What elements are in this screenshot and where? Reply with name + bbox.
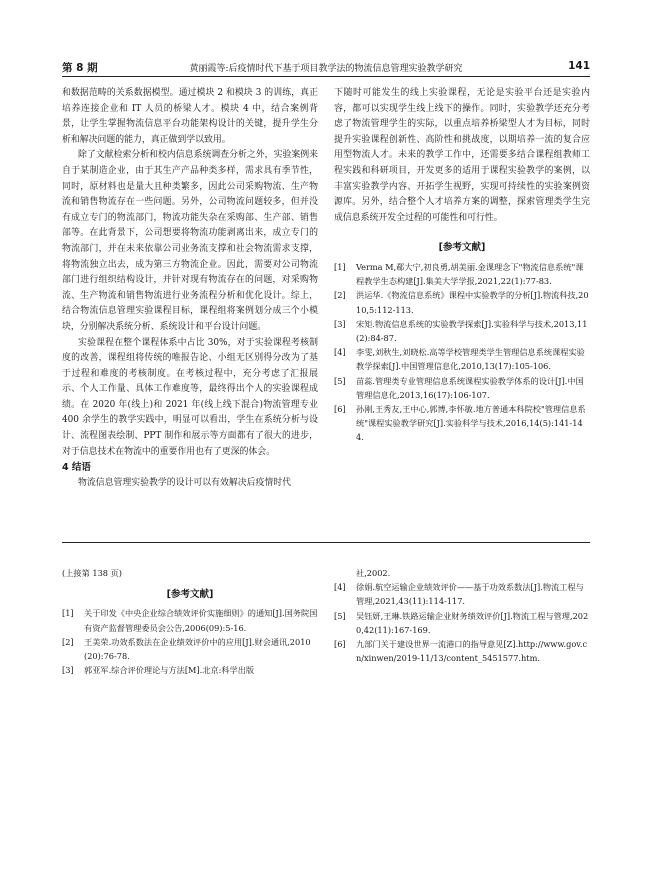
references-heading: [参考文献] bbox=[438, 242, 486, 254]
reference-item: [5] 苗蕊.管理类专业管理信息系统课程实验教学体系的设计[J].中国管理信息化,2013,16(17):106-107. bbox=[334, 375, 584, 400]
left-column bbox=[62, 86, 318, 491]
page-number: 141 bbox=[568, 60, 590, 72]
reference-item: [2] 王美荣.功效系数法在企业绩效评价中的应用[J].财会通讯,2010(20):76-78. bbox=[62, 636, 311, 662]
reference-list bbox=[334, 566, 590, 665]
issue-number: 第 8 期 bbox=[62, 62, 98, 74]
section-divider bbox=[62, 542, 590, 543]
body-paragraph: 下随时可能发生的线上实验课程，无论是实验平台还是实验内容，都可以实现学生线上线下的操作。同时，实验教学还充分考虑了物流管理学生的实际，以重点培养桥梁型人才为目标，同时提升实验课程创新性、高阶性和挑战度，以期培养一流的复合应用型物流人才。未来的教学工作中，还需要多结合课程组教师工程实践和科研项目，开发更多的适用于课程实验教学的案例，以丰富实验教学内容、开拓学生视野，实现可持续性的实验案例资源库。另外，结合整个人才培养方案的调整，探索管理类学生完成信息系统开发全过程的可能性和可行性。 bbox=[334, 88, 590, 223]
reference-item: [6] 九部门关于建设世界一流港口的指导意见[Z].http://www.gov.cn/xinwen/2019-11/13/content_5451577.htm. bbox=[334, 639, 588, 664]
reference-item: [4] 徐娟.航空运输企业绩效评价——基于功效系数法[J].物流工程与管理,2021,43(11):114-117. bbox=[334, 582, 584, 607]
right-column bbox=[334, 86, 590, 445]
reference-item: [2] 洪运华.《物流信息系统》课程中实验教学的分析[J].物流科技,2010,5:112-113. bbox=[334, 290, 589, 315]
reference-list bbox=[62, 606, 318, 677]
running-header bbox=[62, 58, 590, 77]
reference-item: [3] 郭亚军.综合评价理论与方法[M].北京:科学出版 bbox=[62, 665, 255, 676]
body-paragraph: 实验课程在整个课程体系中占比 30%，对于实验课程考核制度的改善，课程组将传统的唯报告论、小组无区别得分改为了基于过程和难度的考核制度。在考核过程中，充分考虑了汇报展示、个人工作量、具体工作难度等，最终得出个人的实验课程成绩。在 2020 年(线上)和 2021 年(线上线下混合)物流管理专业 400 余学生的教学实践中，明显可以看出，学生在系统分析与设计、流程图表绘制、PPT 制作和展示等方面都有了很大的进步，对于信息技术在物流中的重要作用也有了更深的体会。 bbox=[62, 337, 318, 457]
continued-from-note: (上接第 138 页) bbox=[62, 568, 122, 578]
reference-item: [4] 李雯,刘秋生,刘晓松.高等学校管理类学生管理信息系统课程实验教学探索[J].中国管理信息化,2010,13(17):105-106. bbox=[334, 347, 585, 372]
conclusion-paragraph: 物流信息管理实验教学的设计可以有效解决后疫情时代 bbox=[78, 477, 292, 488]
body-paragraph: 除了文献检索分析和校内信息系统调查分析之外，实验案例来自于某制造企业，由于其生产产品种类多样，需求具有季节性，同时，原材料也是量大且种类繁多，因此公司采购物流、生产物流和销售物流存在一些问题。另外，公司物流问题较多，但并没有成立专门的物流部门，物流功能失杂在采购部、生产部、销售部等。在此背景下，公司想要将物流功能剥离出来，成立专门的物流部门，并在未来依靠公司业务流支撑和社会物流需求支撑，将物流独立出去，成为第三方物流企业。因此，需要对公司物流部门进行组织结构设计，并针对现有物流存在的问题，对采购物流、生产物流和销售物流进行业务流程分析和优化设计。综上，结合物流信息管理实验课程目标，课程组将案例划分成三个小模块，分别解决系统分析、系统设计和平台设计问题。 bbox=[62, 150, 318, 332]
reference-item: [3] 宋矩.物流信息系统的实验教学探索[J].实验科学与技术,2013,11(2):84-87. bbox=[334, 318, 588, 343]
section-heading-conclusion: 4 结语 bbox=[62, 462, 91, 474]
reference-item: [1] Verma M,郗大宁,初良勇,胡美丽.金课理念下"物流信息系统"课程教学生态构建[J].集美大学学报,2021,22(1):77-83. bbox=[334, 261, 584, 287]
references-heading: [参考文献] bbox=[166, 589, 214, 601]
reference-continuation: 社,2002. bbox=[356, 568, 391, 578]
bottom-right-column bbox=[334, 566, 590, 665]
reference-item: [6] 孙刚,王秀友,王中心,郭博,李怀敏.地方普通本科院校"管理信息系统"课程实验教学研究[J].实验科学与技术,2016,14(5):141-144. bbox=[334, 403, 586, 443]
body-paragraph: 和数据范畴的关系数据模型。通过模块 2 和模块 3 的训练，真正培养连接企业和 IT 人员的桥梁人才。模块 4 中，结合案例背景，让学生掌握物流信息平台功能架构设计的关键，提升学生分析和解决问题的能力，真正做到学以致用。 bbox=[62, 88, 318, 145]
reference-item: [1] 关于印发《中央企业综合绩效评价实施细则》的通知[J].国务院国有资产监督管理委员会公告,2006(09):5-16. bbox=[62, 608, 318, 633]
running-title: 黄丽霞等:后疫情时代下基于项目教学法的物流信息管理实验教学研究 bbox=[189, 64, 463, 74]
reference-list bbox=[334, 260, 590, 445]
reference-item: [5] 吴钰妍,王琳.铁路运输企业财务绩效评价[J].物流工程与管理,2020,42(11):167-169. bbox=[334, 610, 589, 635]
bottom-left-column bbox=[62, 566, 318, 677]
